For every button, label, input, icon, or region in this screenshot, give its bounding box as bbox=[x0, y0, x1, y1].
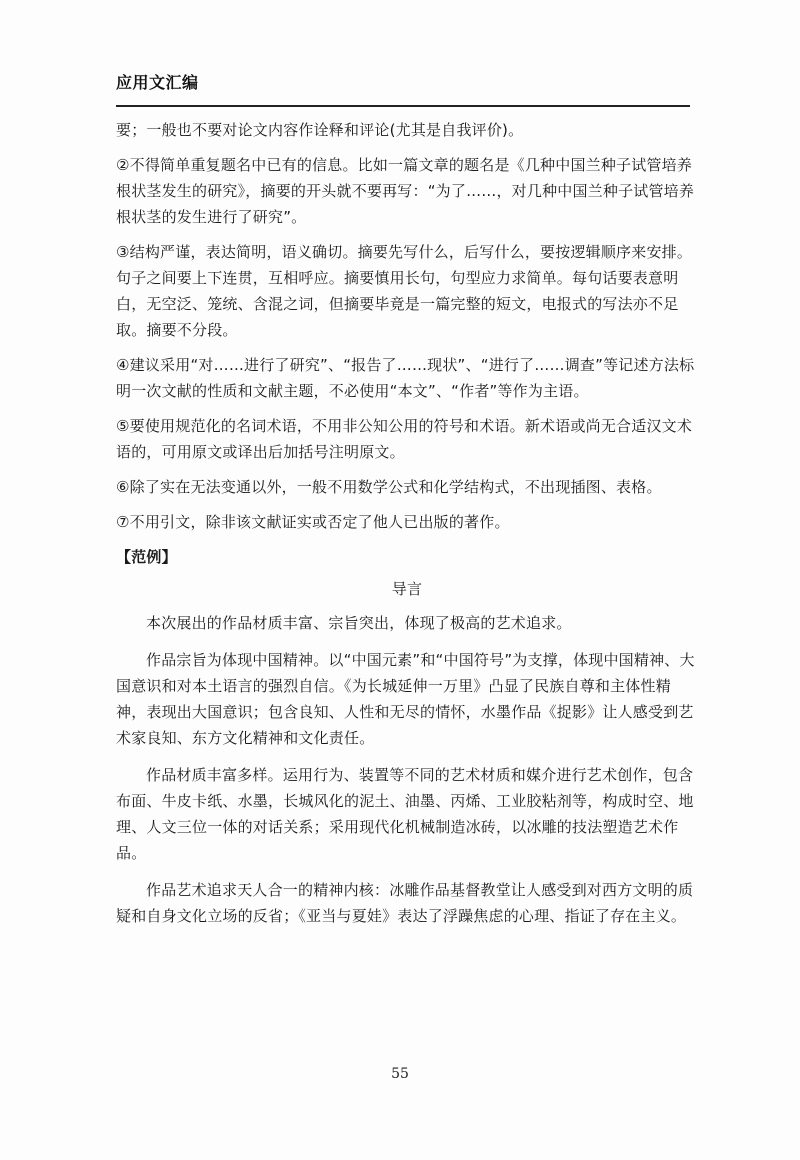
running-header: 应用文汇编 bbox=[116, 73, 199, 92]
rule-item-4: ④建议采用“对……进行了研究”、“报告了……现状”、“进行了……调查”等记述方法标明一次文献的性质和文献主题，不必使用“本文”、“作者”等作为主语。 bbox=[116, 356, 695, 400]
body-text bbox=[116, 117, 698, 940]
essay-paragraph: 作品材质丰富多样。运用行为、装置等不同的艺术材质和媒介进行艺术创作，包含布面、牛皮卡纸、水墨，长城风化的泥土、油墨、丙烯、工业胶粘剂等，构成时空、地理、人文三位一体的对话关系；采用现代化机械制造冰砖，以冰雕的技法塑造艺术作品。 bbox=[116, 766, 694, 862]
example-label: 【范例】 bbox=[116, 548, 177, 566]
essay-body bbox=[116, 610, 698, 929]
rule-item-7: ⑦不用引文，除非该文献证实或否定了他人已出版的著作。 bbox=[116, 513, 510, 531]
essay-paragraph: 作品艺术追求天人合一的精神内核：冰雕作品基督教堂让人感受到对西方文明的质疑和自身文化立场的反省；《亚当与夏娃》表达了浮躁焦虑的心理、指证了存在主义。 bbox=[116, 881, 694, 925]
essay-title: 导言 bbox=[391, 580, 423, 598]
essay-paragraph: 本次展出的作品材质丰富、宗旨突出，体现了极高的艺术追求。 bbox=[146, 614, 572, 632]
rule-item-5: ⑤要使用规范化的名词术语，不用非公知公用的符号和术语。新术语或尚无合适汉文术语的，可用原文或译出后加括号注明原文。 bbox=[116, 417, 693, 461]
rule-item-6: ⑥除了实在无法变通以外，一般不用数学公式和化学结构式，不出现插图、表格。 bbox=[116, 478, 662, 496]
header-rule bbox=[116, 105, 690, 107]
page-number: 55 bbox=[391, 1066, 409, 1082]
rule-item-3: ③结构严谨，表达简明，语义确切。摘要先写什么，后写什么，要按逻辑顺序来安排。句子之间要上下连贯，互相呼应。摘要慎用长句，句型应力求简单。每句话要表意明白，无空泛、笼统、含混之词，但摘要毕竟是一篇完整的短文，电报式的写法亦不足取。摘要不分段。 bbox=[116, 243, 693, 339]
rule-item-2: ②不得简单重复题名中已有的信息。比如一篇文章的题名是《几种中国兰种子试管培养根状茎发生的研究》，摘要的开头就不要再写：“为了……，对几种中国兰种子试管培养根状茎的发生进行了研究”。 bbox=[116, 156, 695, 226]
rule-continuation: 要；一般也不要对论文内容作诠释和评论(尤其是自我评价)。 bbox=[116, 121, 524, 139]
essay-paragraph: 作品宗旨为体现中国精神。以“中国元素”和“中国符号”为支撑，体现中国精神、大国意识和对本土语言的强烈自信。《为长城延伸一万里》凸显了民族自尊和主体性精神，表现出大国意识；包含良知、人性和无尽的情怀，水墨作品《捉影》让人感受到艺术家良知、东方文化精神和文化责任。 bbox=[116, 651, 695, 747]
